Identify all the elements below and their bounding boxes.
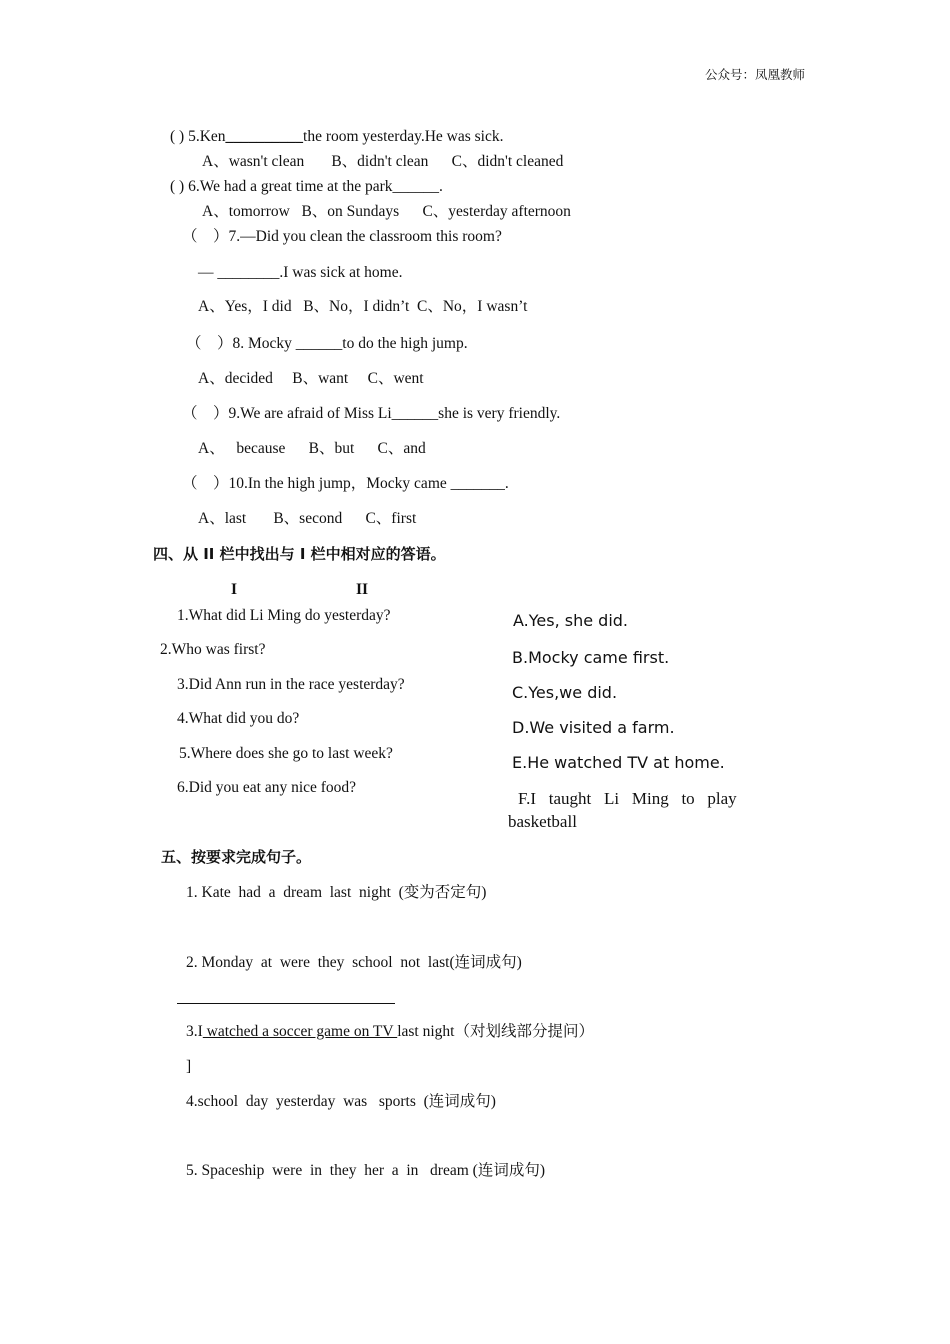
answer-blank: _______. [450,475,509,492]
match-question: 3.Did Ann run in the race yesterday? [177,676,405,693]
question-9-options: A、 because B、but C、and [198,440,426,457]
match-question: 1.What did Li Ming do yesterday? [177,607,391,624]
underlined-phrase: watched a soccer game on TV [202,1023,398,1040]
match-answer: F.I taught Li Ming to play [518,789,737,808]
column-2-heading: II [356,581,369,598]
match-answer: B.Mocky came first. [512,648,670,667]
sentence-3: 3.I watched a soccer game on TV last night（对划线部分提问） [186,1023,594,1040]
question-10: （ ）10.In the high jump，Mocky came _______. [182,475,509,492]
answer-line [177,1003,395,1004]
sentence-1: 1. Kate had a dream last night (变为否定句) [186,884,487,901]
question-6: ( ) 6.We had a great time at the park______. [170,178,443,195]
question-8: （ ）8. Mocky ______to do the high jump. [186,335,468,352]
match-question: 6.Did you eat any nice food? [177,779,357,796]
match-answer: E.He watched TV at home. [512,753,725,772]
match-question: 4.What did you do? [177,710,300,727]
sentence-4: 4.school day yesterday was sports (连词成句) [186,1093,496,1110]
question-10-options: A、last B、second C、first [198,510,417,527]
question-5: ( ) 5.Ken__________the room yesterday.He was sick. [170,128,504,145]
match-answer-continued: basketball [508,812,577,831]
answer-blank: ______ [392,178,440,195]
question-7-reply: — ________.I was sick at home. [198,264,403,281]
match-answer: C.Yes,we did. [512,683,618,702]
answer-blank: ______ [295,335,343,352]
header-text: 公众号：凤凰教师 [705,68,806,82]
match-answer: D.We visited a farm. [512,718,675,737]
match-question: 2.Who was first? [160,641,266,658]
answer-blank: ________ [217,264,280,281]
column-1-heading: I [231,581,238,598]
match-answer: A.Yes, she did. [513,611,628,630]
sentence-3-bracket: ] [186,1058,192,1075]
sentence-2: 2. Monday at were they school not last(连词成句) [186,954,522,971]
section-4-title: 四、从 II 栏中找出与 I 栏中相对应的答语。 [153,545,446,563]
sentence-5: 5. Spaceship were in they her a in dream (连词成句) [186,1162,545,1179]
question-8-options: A、decided B、want C、went [198,370,424,387]
question-7-options: A、Yes，I did B、No，I didn’t C、No，I wasn’t [198,298,528,315]
answer-blank: __________ [225,128,304,145]
question-7: （ ）7.—Did you clean the classroom this room? [182,228,502,245]
question-9: （ ）9.We are afraid of Miss Li______she is very friendly. [182,405,561,422]
section-5-title: 五、按要求完成句子。 [161,848,312,866]
question-5-options: A、wasn't clean B、didn't clean C、didn't cleaned [202,153,564,170]
match-question: 5.Where does she go to last week? [179,745,393,762]
question-6-options: A、tomorrow B、on Sundays C、yesterday afternoon [202,203,571,220]
